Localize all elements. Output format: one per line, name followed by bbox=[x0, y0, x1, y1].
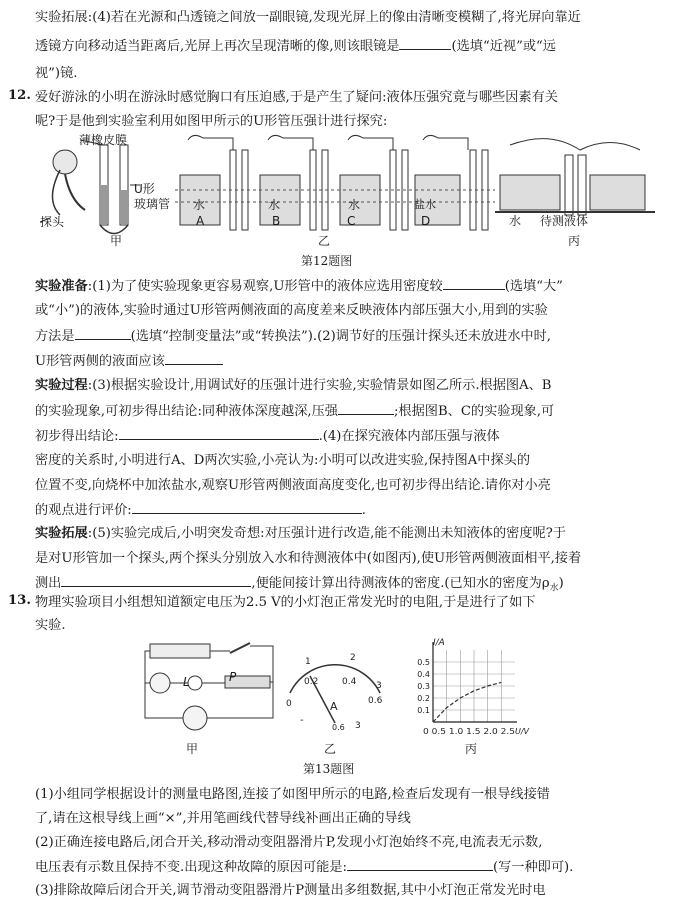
iu-chart-x-ticks: 0 0.5 1.0 1.5 2.0 2.5 bbox=[423, 727, 515, 736]
q11-ext-text3: 视”)镜. bbox=[35, 66, 78, 81]
ammeter-terminal-minus: - bbox=[300, 715, 304, 726]
q12-proc-line5 bbox=[35, 476, 666, 495]
figure-13-ammeter bbox=[280, 648, 390, 733]
q11-ext-text2a: 透镜方向移动适当距离后,光屏上再次呈现清晰的像,则该眼镜是 bbox=[35, 39, 400, 54]
ammeter-tick-0: 0 bbox=[286, 699, 292, 709]
q12-ext-line2 bbox=[35, 549, 666, 568]
label-beaker-d-saltwater: 盐水 bbox=[414, 198, 436, 211]
figure-12 bbox=[30, 130, 660, 270]
iu-ytick-4: 0.5 bbox=[417, 658, 430, 667]
voltmeter-top bbox=[150, 673, 170, 693]
label-fig13-jia: 甲 bbox=[186, 742, 199, 756]
q13-number: 13. bbox=[8, 593, 31, 608]
q12-prep-text1b: (选填“大” bbox=[504, 279, 563, 294]
battery bbox=[150, 644, 210, 658]
q12-prep-text4: U形管两侧的液面应该 bbox=[35, 354, 165, 369]
label-probe: 探头 bbox=[40, 215, 65, 229]
q12-ext-text1: :(5)实验完成后,小明突发奇想:对压强计进行改造,能不能测出未知液体的密度呢?于 bbox=[87, 526, 566, 541]
q12-prep-line3 bbox=[35, 326, 666, 346]
label-beaker-a: A bbox=[196, 214, 205, 228]
answer-blank-measure[interactable] bbox=[61, 573, 251, 587]
figure-12-yi bbox=[175, 135, 495, 230]
q13-s3-text1: (3)排除故障后闭合开关,调节滑动变阻器滑片P测量出多组数据,其中小灯泡正常发光时电 bbox=[35, 883, 546, 898]
q12-prep-text2: 或“小”)的液体,实验时通过U形管两侧液面的高度差来反映液体内部压强大小,用到的实验 bbox=[35, 303, 548, 318]
iu-chart-xlabel: U/V bbox=[515, 727, 530, 736]
q12-number: 12. bbox=[8, 88, 31, 103]
answer-blank-pressure[interactable] bbox=[338, 401, 394, 415]
q12-ext-line1 bbox=[35, 524, 666, 543]
answer-blank-conclusion[interactable] bbox=[119, 426, 319, 440]
label-film: 薄橡皮膜 bbox=[79, 133, 128, 147]
q11-ext-line2 bbox=[35, 36, 666, 56]
q12-proc-line1 bbox=[35, 376, 666, 395]
label-fig12-yi: 乙 bbox=[318, 234, 331, 248]
answer-blank-glasses[interactable] bbox=[399, 36, 451, 50]
q12-prep-text3a: 方法是 bbox=[35, 329, 75, 344]
q13-s1-text1: (1)小组同学根据设计的测量电路图,连接了如图甲所示的电路,检查后发现有一根导线接错 bbox=[35, 787, 550, 802]
q12-ext-text3a: 测出 bbox=[35, 576, 62, 591]
q11-ext-text2b: (选填“近视”或“远 bbox=[451, 39, 556, 54]
q12-ext-text2: 是对U形管加一个探头,两个探头分别放入水和待测液体中(如图丙),使U形管两侧液面相平,接着 bbox=[35, 551, 582, 566]
q12-proc-text3b: .(4)在探究液体内部压强与液体 bbox=[318, 429, 500, 444]
answer-blank-density[interactable] bbox=[443, 276, 505, 290]
ammeter-tick-0-4: 0.4 bbox=[342, 677, 357, 687]
q11-ext-line3 bbox=[35, 64, 666, 83]
label-fig13-bing: 丙 bbox=[465, 742, 478, 756]
q12-proc-text5: 位置不变,向烧杯中加浓盐水,观察U形管两侧液面高度变化,也可初步得出结论.请你对小亮 bbox=[35, 478, 551, 493]
q12-proc-text3a: 初步得出结论: bbox=[35, 429, 119, 444]
answer-blank-evaluation[interactable] bbox=[132, 500, 362, 514]
ammeter-tick-0-2: 0.2 bbox=[304, 677, 319, 687]
q13-s2-text1: (2)正确连接电路后,闭合开关,移动滑动变阻器滑片P,发现小灯泡始终不亮,电流表无示数, bbox=[35, 835, 543, 850]
iu-ytick-2: 0.3 bbox=[417, 682, 430, 691]
q12-ext-text3b: ,便能间接计算出待测液体的密度.(已知水的密度为ρ bbox=[251, 576, 550, 591]
ammeter-unit: A bbox=[330, 700, 338, 713]
label-beaker-a-water: 水 bbox=[193, 198, 206, 212]
label-beaker-d: D bbox=[421, 214, 431, 228]
q12-prep-line1 bbox=[35, 276, 666, 296]
q13-stem-text1: 物理实验项目小组想知道额定电压为2.5 V的小灯泡正常发光时的电阻,于是进行了如下 bbox=[35, 595, 536, 610]
label-utube-2: 玻璃管 bbox=[134, 197, 171, 211]
q12-prep-text3b: (选填“控制变量法”或“转换法”).(2)调节好的压强计探头还未放进水中时, bbox=[130, 329, 551, 344]
label-fig13-yi: 乙 bbox=[324, 742, 337, 756]
q12-proc-text6: 的观点进行评价: bbox=[35, 503, 132, 518]
figure-13-caption: 第13题图 bbox=[303, 762, 355, 776]
q12-prep-line4 bbox=[35, 351, 666, 371]
ammeter bbox=[183, 706, 207, 730]
q13-s2-line1 bbox=[35, 833, 666, 852]
label-slider-P: P bbox=[229, 670, 237, 684]
q13-s1-line2 bbox=[35, 809, 666, 828]
answer-blank-fault[interactable] bbox=[347, 857, 493, 871]
q12-proc-tag: 实验过程 bbox=[35, 378, 88, 393]
figure-12-caption: 第12题图 bbox=[301, 254, 353, 268]
ammeter-big-1: 1 bbox=[305, 657, 311, 667]
label-beaker-c: C bbox=[347, 214, 356, 228]
figure-13-iu-chart bbox=[405, 636, 535, 736]
q13-s2-text3: (写一种即可). bbox=[492, 860, 574, 875]
switch bbox=[230, 643, 250, 653]
q12-prep-line2 bbox=[35, 301, 666, 320]
q12-proc-line2 bbox=[35, 401, 666, 421]
q12-prep-tag: 实验准备 bbox=[35, 279, 88, 294]
label-beaker-b: B bbox=[272, 214, 281, 228]
iu-chart-series-line bbox=[433, 682, 501, 722]
q12-prep-text1a: :(1)为了使实验现象更容易观察,U形管中的液体应选用密度较 bbox=[87, 279, 443, 294]
q13-s3-line1 bbox=[35, 881, 666, 900]
label-fig12-bing: 丙 bbox=[568, 234, 581, 248]
bulb bbox=[188, 676, 202, 690]
answer-blank-method[interactable] bbox=[75, 326, 131, 340]
answer-blank-level[interactable] bbox=[165, 351, 223, 365]
q12-stem-text2: 呢?于是他到实验室利用如图甲所示的U形管压强计进行探究: bbox=[35, 114, 388, 129]
q12-ext-tag: 实验拓展 bbox=[35, 526, 88, 541]
q13-s2-text2: 电压表有示数且保持不变.出现这种故障的原因可能是: bbox=[35, 860, 347, 875]
label-fig12-jia: 甲 bbox=[110, 234, 123, 248]
q11-ext-line1 bbox=[35, 8, 666, 27]
q12-stem-text1: 爱好游泳的小明在游泳时感觉胸口有压迫感,于是产生了疑问:液体压强究竟与哪些因素有关 bbox=[35, 90, 558, 105]
q12-ext-sub: 水 bbox=[549, 583, 559, 594]
q13-stem1 bbox=[35, 593, 666, 612]
ammeter-big-3: 3 bbox=[376, 681, 382, 691]
iu-ytick-0: 0.1 bbox=[417, 706, 430, 715]
q12-stem1 bbox=[35, 88, 666, 107]
q13-s1-line1 bbox=[35, 785, 666, 804]
ammeter-terminal-0-6: 0.6 bbox=[332, 723, 345, 732]
label-bing-testliquid: 待测液体 bbox=[540, 214, 589, 228]
label-beaker-c-water: 水 bbox=[348, 198, 361, 212]
iu-ytick-3: 0.4 bbox=[417, 670, 430, 679]
q13-s1-text2: 了,请在这根导线上画“×”,并用笔画线代替导线补画出正确的导线 bbox=[35, 811, 411, 826]
figure-12-bing bbox=[495, 139, 655, 215]
label-bing-water: 水 bbox=[509, 214, 522, 228]
label-beaker-b-water: 水 bbox=[268, 198, 281, 212]
figure-13-circuit bbox=[140, 638, 275, 738]
label-lamp-L: L bbox=[183, 675, 190, 689]
q12-proc-text2b: ;根据图B、C的实验现象,可 bbox=[393, 404, 555, 419]
label-utube-1: U形 bbox=[134, 182, 155, 196]
q12-stem2 bbox=[35, 112, 666, 131]
iu-chart-ylabel: I/A bbox=[433, 638, 445, 648]
iu-ytick-1: 0.2 bbox=[417, 694, 430, 703]
ammeter-terminal-3: 3 bbox=[355, 721, 361, 731]
q12-proc-text1: :(3)根据实验设计,用调试好的压强计进行实验,实验情景如图乙所示.根据图A、B bbox=[87, 378, 552, 393]
q13-s2-line2 bbox=[35, 857, 666, 877]
q12-proc-line6: 的观点进行评价: . bbox=[35, 500, 666, 520]
ammeter-big-2: 2 bbox=[350, 653, 356, 663]
q12-proc-text4: 密度的关系时,小明进行A、D两次实验,小亮认为:小明可以改进实验,保持图A中探头的 bbox=[35, 453, 531, 468]
ammeter-tick-0-6: 0.6 bbox=[368, 696, 383, 706]
q12-proc-line4 bbox=[35, 451, 666, 470]
q12-proc-line3 bbox=[35, 426, 666, 446]
q13-stem2 bbox=[35, 616, 666, 635]
q11-ext-text1: 实验拓展:(4)若在光源和凸透镜之间放一副眼镜,发现光屏上的像由清晰变模糊了,将光屏向靠近 bbox=[35, 10, 581, 25]
iu-chart-grid bbox=[433, 650, 515, 722]
q13-stem-text2: 实验. bbox=[35, 618, 66, 633]
q12-ext-text3c: ) bbox=[558, 576, 564, 591]
q12-proc-text2a: 的实验现象,可初步得出结论:同种液体深度越深,压强 bbox=[35, 404, 338, 419]
iu-chart-y-ticks bbox=[417, 658, 430, 715]
